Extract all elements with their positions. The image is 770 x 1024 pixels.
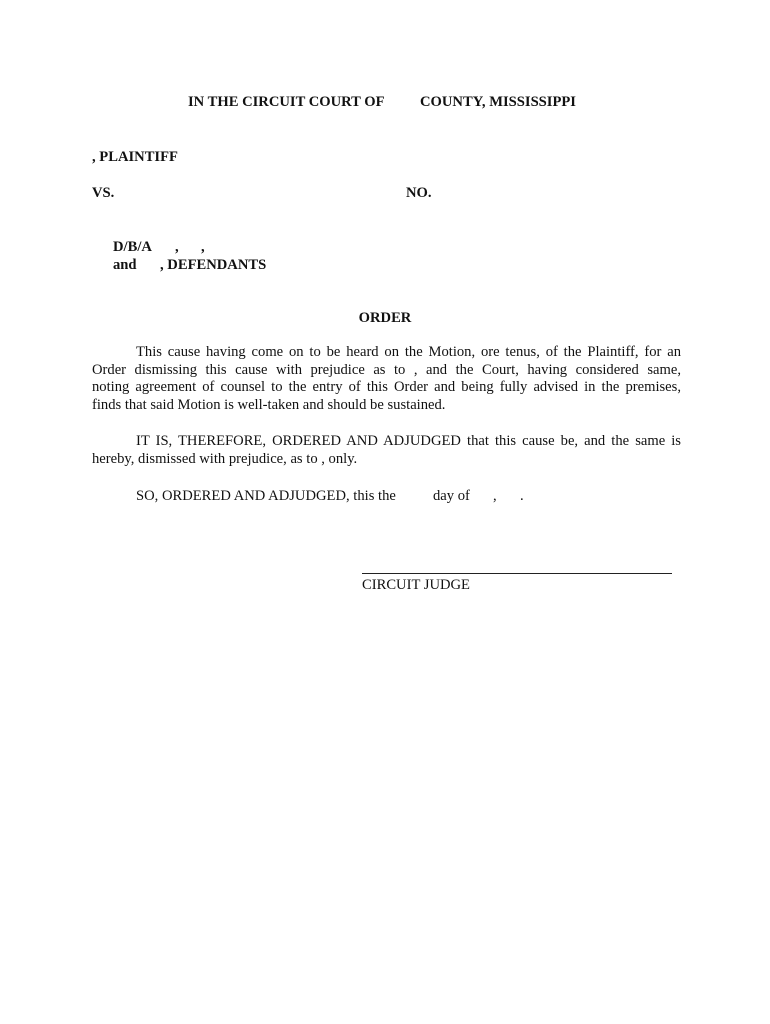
court-heading-suffix: COUNTY, MISSISSIPPI (420, 94, 576, 110)
defendants-label: , DEFENDANTS (160, 257, 267, 273)
so-ordered-text: SO, ORDERED AND ADJUDGED, this the (136, 488, 396, 504)
court-heading-prefix: IN THE CIRCUIT COURT OF (188, 94, 385, 110)
order-paragraph-2 (92, 433, 681, 468)
order-title (0, 309, 770, 327)
paragraph-1-line-2: Order dismissing this cause with prejudice as to , and the Court, having considered same, (92, 361, 681, 378)
circuit-judge-label: CIRCUIT JUDGE (362, 577, 470, 593)
order-title-text: ORDER (358, 310, 412, 326)
signature-line (362, 573, 672, 574)
date-comma: , (493, 488, 497, 504)
order-paragraph-1 (92, 344, 681, 414)
plaintiff-label: , PLAINTIFF (92, 149, 178, 165)
paragraph-2-line-2: hereby, dismissed with prejudice, as to , only. (92, 450, 358, 467)
paragraph-1-line-1: This cause having come on to be heard on the Motion, ore tenus, of the Plaintiff, for an (136, 344, 681, 360)
dba-comma-2: , (201, 239, 205, 255)
date-period: . (520, 488, 524, 504)
dba-comma-1: , (175, 239, 179, 255)
paragraph-1-line-3: noting agreement of counsel to the entry of this Order and being fully advised in the premises, (92, 379, 681, 396)
dba-label: D/B/A (113, 239, 152, 255)
paragraph-1-line-4: finds that said Motion is well-taken and should be sustained. (92, 396, 446, 413)
paragraph-2-line-1: IT IS, THEREFORE, ORDERED AND ADJUDGED that this cause be, and the same is (136, 433, 681, 449)
and-label: and (113, 257, 137, 273)
case-number-label: NO. (406, 185, 432, 201)
versus-label: VS. (92, 185, 115, 201)
day-of-text: day of (433, 488, 470, 504)
